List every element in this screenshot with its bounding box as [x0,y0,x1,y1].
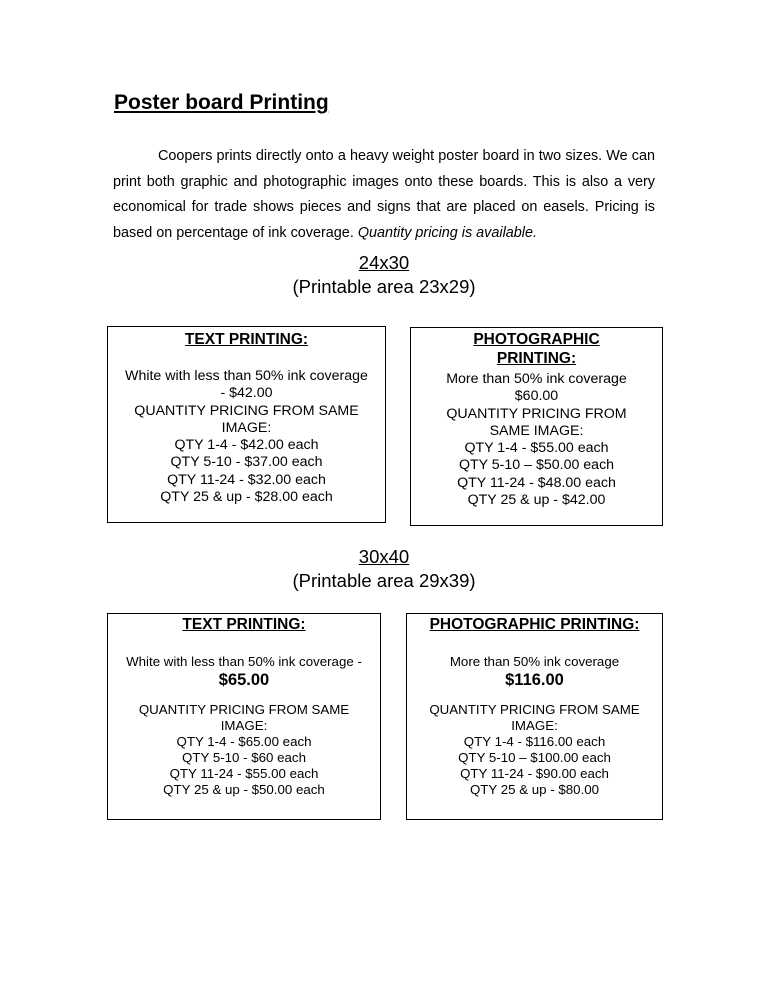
box-heading-cont: PRINTING: [496,350,577,367]
size-dimensions: 24x30 [358,252,410,273]
price-tier: QTY 5-10 - $60 each [182,750,306,765]
size-heading-24x30 [0,251,768,299]
price-tier: QTY 1-4 - $116.00 each [463,734,606,749]
text-printing-box-30x40 [107,613,381,820]
price-tier: QTY 1-4 - $55.00 each [464,440,609,457]
price-tier: QTY 1-4 - $42.00 each [174,437,319,454]
coverage-price: - $42.00 [220,385,273,402]
box-heading: TEXT PRINTING: [182,616,306,633]
size-heading-30x40 [0,545,768,593]
printable-area: (Printable area 23x29) [292,276,476,297]
box-heading: PHOTOGRAPHIC [473,331,600,348]
quantity-pricing-label: QUANTITY PRICING FROM SAME [429,702,640,717]
intro-italic-note: Quantity pricing is available. [357,224,537,241]
coverage-line: White with less than 50% ink coverage - [126,654,362,669]
price-tier: QTY 5-10 – $50.00 each [458,457,615,474]
price-tier: QTY 5-10 - $37.00 each [170,454,323,471]
price-tier: QTY 11-24 - $48.00 each [457,474,616,491]
quantity-pricing-label: QUANTITY PRICING FROM SAME [138,702,350,717]
price-tier: QTY 11-24 - $90.00 each [460,766,609,781]
intro-paragraph [113,144,655,246]
coverage-line: White with less than 50% ink coverage [125,368,368,384]
text-printing-box-24x30 [107,326,386,523]
box-heading: TEXT PRINTING: [184,331,309,348]
price-tier: QTY 11-24 - $55.00 each [169,766,319,781]
photographic-printing-box-30x40 [406,613,663,820]
coverage-price: $116.00 [505,671,564,689]
quantity-pricing-label-cont: SAME IMAGE: [489,422,584,439]
photographic-printing-box-24x30 [410,327,663,526]
size-dimensions: 30x40 [358,546,410,567]
intro-text: Coopers prints directly onto a heavy weight poster board in two sizes. We can print both graphic and photographic images onto these boards. This is also a very economical for trade shows pieces and signs that are placed on easels. Pricing is based on percentage of ink coverage. [113,148,655,241]
printable-area: (Printable area 29x39) [292,570,476,591]
page-title: Poster board Printing [114,91,329,114]
quantity-pricing-label-cont: IMAGE: [511,718,558,733]
box-heading: PHOTOGRAPHIC PRINTING: [429,616,640,633]
quantity-pricing-label: QUANTITY PRICING FROM SAME [134,402,359,419]
quantity-pricing-label-cont: IMAGE: [220,718,268,733]
price-tier: QTY 1-4 - $65.00 each [176,734,312,749]
coverage-price: $65.00 [218,671,270,689]
price-tier: QTY 11-24 - $32.00 each [167,471,326,488]
price-tier: QTY 25 & up - $80.00 [469,782,600,797]
coverage-line: More than 50% ink coverage [446,371,627,387]
quantity-pricing-label-cont: IMAGE: [221,419,272,436]
price-tier: QTY 25 & up - $28.00 each [160,489,333,506]
coverage-price: $60.00 [514,388,559,405]
quantity-pricing-label: QUANTITY PRICING FROM [446,405,627,422]
price-tier: QTY 5-10 – $100.00 each [458,750,611,765]
price-tier: QTY 25 & up - $42.00 [467,492,606,509]
coverage-line: More than 50% ink coverage [449,654,620,669]
price-tier: QTY 25 & up - $50.00 each [163,782,325,797]
